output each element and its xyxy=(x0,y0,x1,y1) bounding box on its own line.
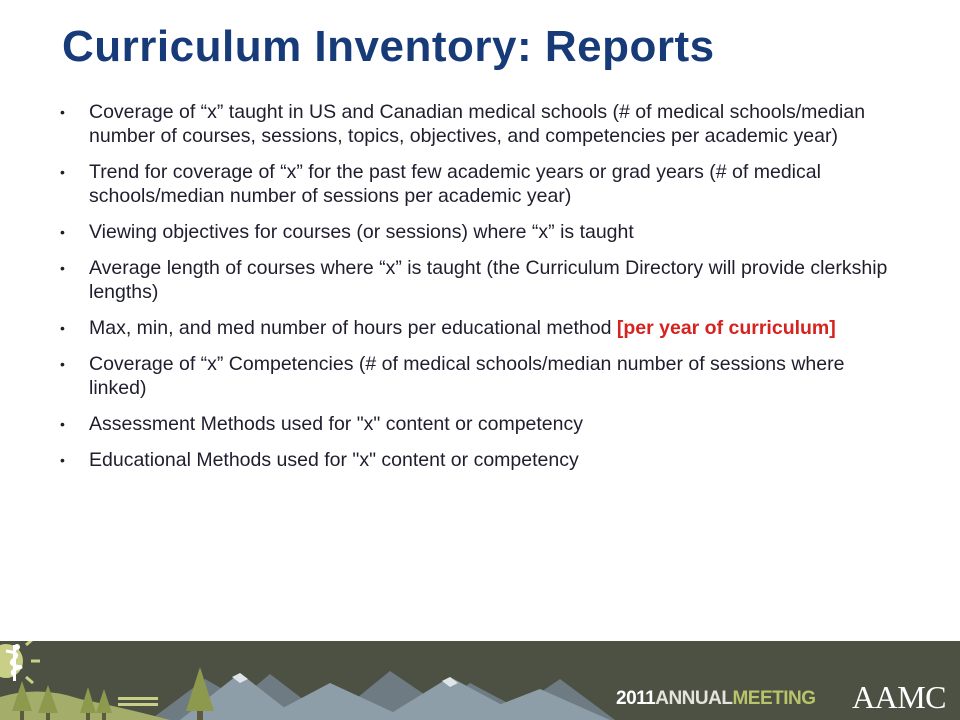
bullet-dot-icon: • xyxy=(60,452,65,468)
landscape-illustration xyxy=(0,641,960,720)
bullet-item xyxy=(60,100,890,148)
bullet-text: Assessment Methods used for "x" content or competency xyxy=(89,413,583,435)
bullet-item xyxy=(60,412,890,436)
bullet-dot-icon: • xyxy=(60,164,65,180)
slide-title: Curriculum Inventory: Reports xyxy=(62,22,715,71)
bullet-text: Max, min, and med number of hours per educational method xyxy=(89,317,617,339)
annual-meeting-label: 2011ANNUALMEETING xyxy=(616,688,816,709)
bullet-dot-icon: • xyxy=(60,416,65,432)
bullet-dot-icon: • xyxy=(60,356,65,372)
bullet-list xyxy=(60,100,890,484)
bullet-dot-icon: • xyxy=(60,260,65,276)
bullet-highlight: [per year of curriculum] xyxy=(616,317,836,339)
bullet-text: Educational Methods used for "x" content or competency xyxy=(89,449,579,471)
bullet-dot-icon: • xyxy=(60,320,65,336)
bullet-item xyxy=(60,256,890,304)
bullet-item xyxy=(60,352,890,400)
bullet-text: Viewing objectives for courses (or sessions) where “x” is taught xyxy=(89,221,634,243)
bullet-text: Average length of courses where “x” is taught (the Curriculum Directory will provide clerkship lengths) xyxy=(89,257,888,303)
caduceus-icon xyxy=(0,641,110,709)
bullet-dot-icon: • xyxy=(60,104,65,120)
bullet-item xyxy=(60,220,890,244)
bullet-text: Coverage of “x” Competencies (# of medical schools/median number of sessions where linked) xyxy=(89,353,845,399)
bullet-item xyxy=(60,316,890,340)
bullet-text: Trend for coverage of “x” for the past few academic years or grad years (# of medical schools/median number of sessions per academic year) xyxy=(89,161,821,207)
aamc-logo-text: AAMC xyxy=(852,679,947,715)
bullet-text: Coverage of “x” taught in US and Canadian medical schools (# of medical schools/median number of courses, sessions, topics, objectives, and competencies per academic year) xyxy=(89,101,866,147)
footer-banner xyxy=(0,641,960,720)
bullet-item xyxy=(60,160,890,208)
bullet-item xyxy=(60,448,890,472)
bullet-dot-icon: • xyxy=(60,224,65,240)
